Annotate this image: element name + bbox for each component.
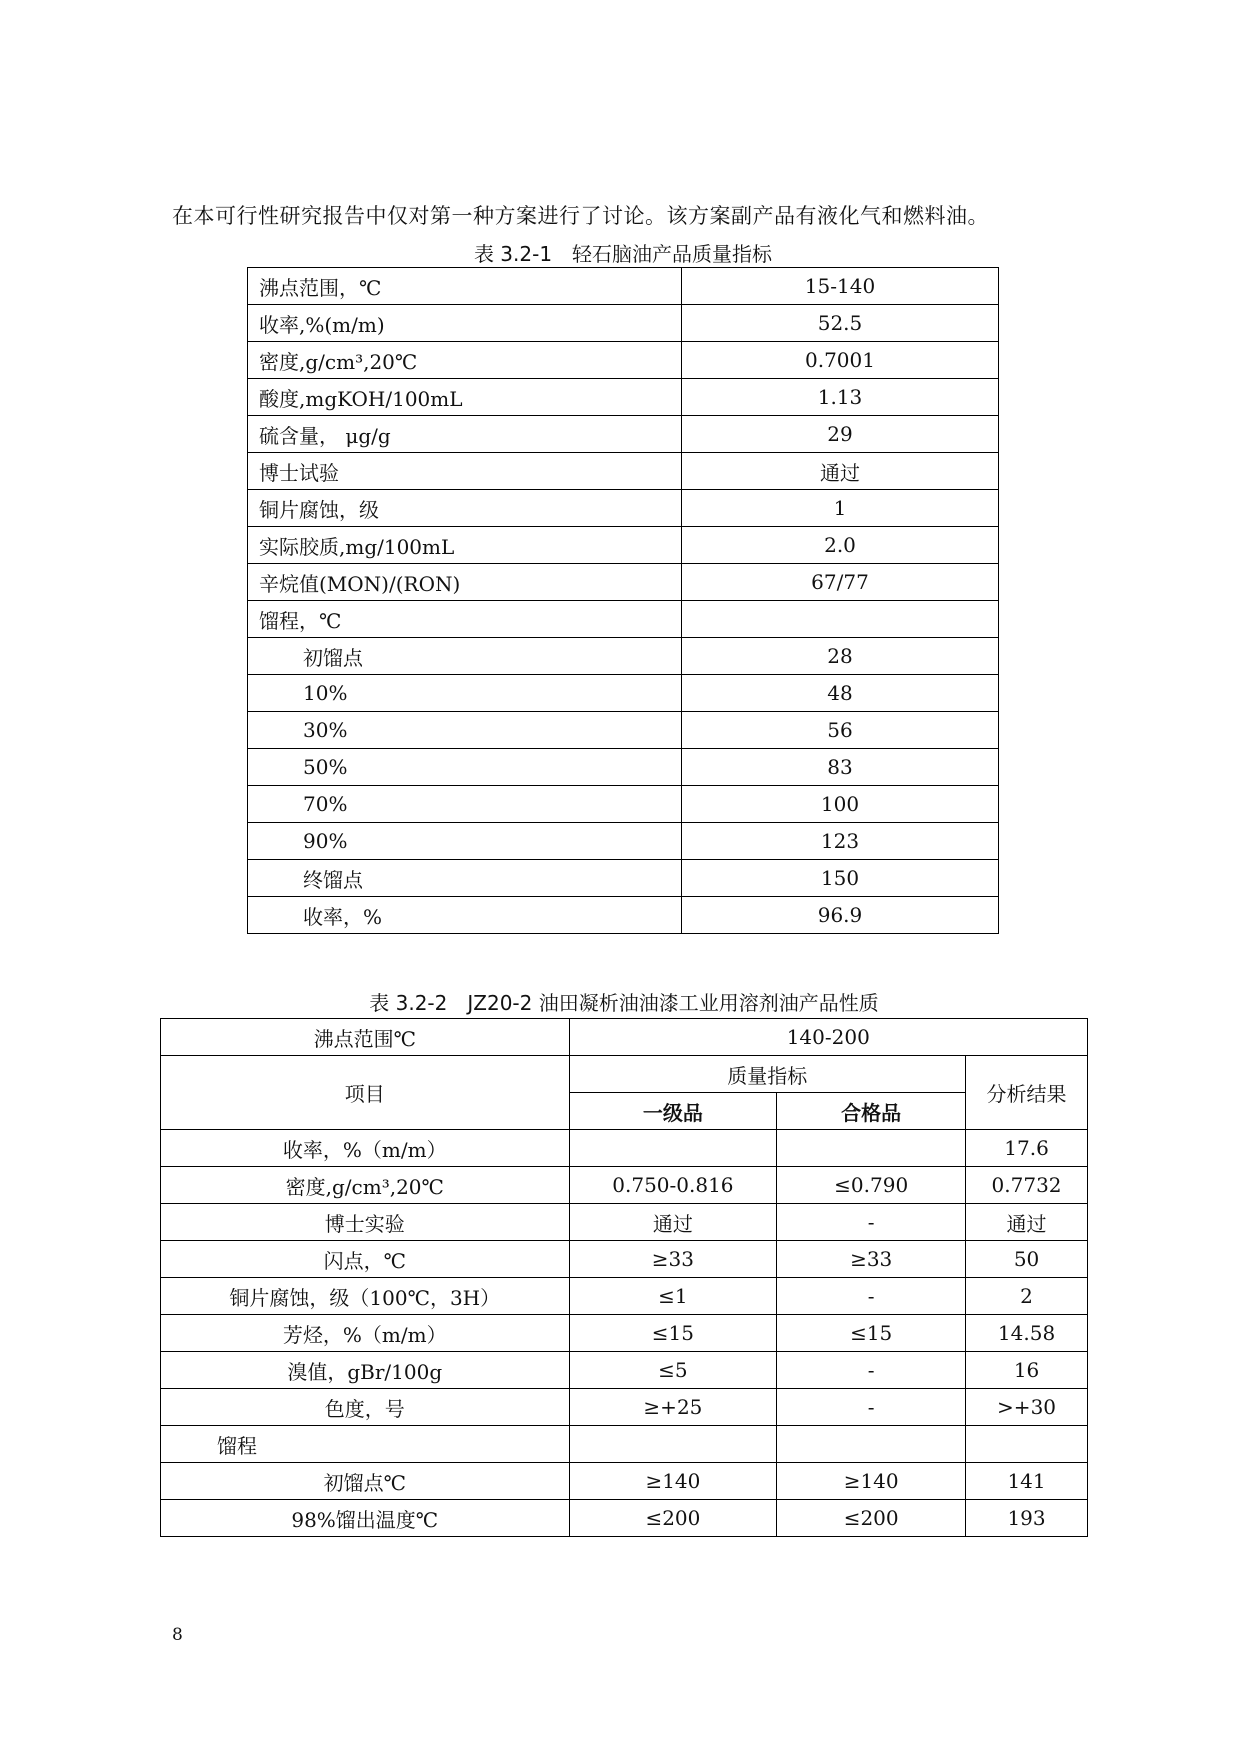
table-row: [248, 860, 999, 897]
table-row: [161, 1167, 1088, 1204]
table-row: [161, 1463, 1088, 1500]
row-label: 博士实验: [161, 1204, 570, 1241]
row-label: 初馏点℃: [161, 1463, 570, 1500]
qualified-cell: -: [777, 1389, 966, 1426]
grade1-cell: 通过: [569, 1204, 777, 1241]
qualified-cell: ≤15: [777, 1315, 966, 1352]
grade1-cell: ≥140: [569, 1463, 777, 1500]
qualified-cell: ≤0.790: [777, 1167, 966, 1204]
row-value: 150: [682, 860, 999, 897]
table-row: [248, 675, 999, 712]
row-label: 收率,%(m/m): [248, 305, 682, 342]
row-label: 铜片腐蚀，级（100℃，3H）: [161, 1278, 570, 1315]
table-row: [248, 564, 999, 601]
row-value: 28: [682, 638, 999, 675]
table-row: [161, 1315, 1088, 1352]
item-header: 项目: [161, 1056, 570, 1130]
table-row: [161, 1241, 1088, 1278]
row-value: 通过: [682, 453, 999, 490]
table-row: [248, 527, 999, 564]
row-label: 色度，号: [161, 1389, 570, 1426]
row-label: 收率，%（m/m）: [161, 1130, 570, 1167]
table-row: [161, 1389, 1088, 1426]
row-label: 实际胶质,mg/100mL: [248, 527, 682, 564]
row-value: 83: [682, 749, 999, 786]
result-cell: 通过: [966, 1204, 1088, 1241]
row-label: 铜片腐蚀，级: [248, 490, 682, 527]
table-row: [248, 268, 999, 305]
row-label: 博士试验: [248, 453, 682, 490]
row-label: 90%: [248, 823, 682, 860]
qualified-cell: -: [777, 1352, 966, 1389]
row-value: 48: [682, 675, 999, 712]
row-label: 收率，%: [248, 897, 682, 934]
result-cell: [966, 1426, 1088, 1463]
row-value: 96.9: [682, 897, 999, 934]
row-label: 馏程: [161, 1426, 570, 1463]
row-label: 初馏点: [248, 638, 682, 675]
quality-index-header: 质量指标: [569, 1056, 966, 1093]
grade1-cell: [569, 1130, 777, 1167]
grade1-cell: ≥33: [569, 1241, 777, 1278]
grade1-cell: ≤5: [569, 1352, 777, 1389]
qualified-cell: -: [777, 1204, 966, 1241]
qualified-cell: ≤200: [777, 1500, 966, 1537]
intro-paragraph: 在本可行性研究报告中仅对第一种方案进行了讨论。该方案副产品有液化气和燃料油。: [172, 204, 989, 228]
grade1-cell: 0.750-0.816: [569, 1167, 777, 1204]
table-row: [248, 897, 999, 934]
row-label: 50%: [248, 749, 682, 786]
table-row: [161, 1019, 1088, 1056]
table1-caption: 表 3.2-1 轻石脑油产品质量指标: [473, 242, 773, 266]
result-cell: 16: [966, 1352, 1088, 1389]
analysis-result-header: 分析结果: [966, 1056, 1088, 1130]
table-row: [248, 638, 999, 675]
result-cell: 0.7732: [966, 1167, 1088, 1204]
table-row: [248, 342, 999, 379]
light-naphtha-quality-table: [247, 267, 999, 934]
table-row: [161, 1130, 1088, 1167]
result-cell: 141: [966, 1463, 1088, 1500]
table-row: [161, 1352, 1088, 1389]
table-row: [161, 1278, 1088, 1315]
row-label: 密度,g/cm³,20℃: [248, 342, 682, 379]
row-value: 0.7001: [682, 342, 999, 379]
table-row: [161, 1426, 1088, 1463]
grade1-cell: ≥+25: [569, 1389, 777, 1426]
qualified-cell: ≥140: [777, 1463, 966, 1500]
row-label: 10%: [248, 675, 682, 712]
row-label: 70%: [248, 786, 682, 823]
table-row: [161, 1500, 1088, 1537]
row-value: 15-140: [682, 268, 999, 305]
table-row: [248, 786, 999, 823]
boiling-range-label: 沸点范围℃: [161, 1019, 570, 1056]
row-value: 100: [682, 786, 999, 823]
qualified-cell: -: [777, 1278, 966, 1315]
row-value: 1: [682, 490, 999, 527]
table-row: [161, 1204, 1088, 1241]
row-label: 30%: [248, 712, 682, 749]
row-value: 1.13: [682, 379, 999, 416]
grade1-cell: ≤1: [569, 1278, 777, 1315]
table-row: [248, 416, 999, 453]
row-label: 98%馏出温度℃: [161, 1500, 570, 1537]
row-label: 辛烷值(MON)/(RON): [248, 564, 682, 601]
table-row: [248, 453, 999, 490]
row-value: 2.0: [682, 527, 999, 564]
table-row: [248, 601, 999, 638]
grade1-header: 一级品: [569, 1093, 777, 1130]
row-label: 终馏点: [248, 860, 682, 897]
row-label: 硫含量， μg/g: [248, 416, 682, 453]
row-value: 52.5: [682, 305, 999, 342]
solvent-oil-properties-table: [160, 1018, 1088, 1537]
row-label: 密度,g/cm³,20℃: [161, 1167, 570, 1204]
row-label: 酸度,mgKOH/100mL: [248, 379, 682, 416]
row-value: 123: [682, 823, 999, 860]
result-cell: 50: [966, 1241, 1088, 1278]
header-row: [161, 1056, 1088, 1093]
qualified-cell: [777, 1426, 966, 1463]
result-cell: >+30: [966, 1389, 1088, 1426]
row-label: 沸点范围，℃: [248, 268, 682, 305]
qualified-cell: [777, 1130, 966, 1167]
qualified-cell: ≥33: [777, 1241, 966, 1278]
row-value: [682, 601, 999, 638]
grade1-cell: ≤200: [569, 1500, 777, 1537]
page-number: 8: [172, 1625, 183, 1645]
table-row: [248, 823, 999, 860]
result-cell: 14.58: [966, 1315, 1088, 1352]
table-row: [248, 490, 999, 527]
row-value: 29: [682, 416, 999, 453]
result-cell: 193: [966, 1500, 1088, 1537]
table-row: [248, 749, 999, 786]
qualified-header: 合格品: [777, 1093, 966, 1130]
table-row: [248, 305, 999, 342]
result-cell: 2: [966, 1278, 1088, 1315]
table-row: [248, 379, 999, 416]
row-label: 馏程，℃: [248, 601, 682, 638]
boiling-range-value: 140-200: [569, 1019, 1087, 1056]
row-value: 56: [682, 712, 999, 749]
row-label: 溴值，gBr/100g: [161, 1352, 570, 1389]
grade1-cell: [569, 1426, 777, 1463]
row-label: 芳烃，%（m/m）: [161, 1315, 570, 1352]
row-label: 闪点，℃: [161, 1241, 570, 1278]
table-row: [248, 712, 999, 749]
result-cell: 17.6: [966, 1130, 1088, 1167]
table2-caption: 表 3.2-2 JZ20-2 油田凝析油油漆工业用溶剂油产品性质: [369, 991, 879, 1015]
row-value: 67/77: [682, 564, 999, 601]
grade1-cell: ≤15: [569, 1315, 777, 1352]
